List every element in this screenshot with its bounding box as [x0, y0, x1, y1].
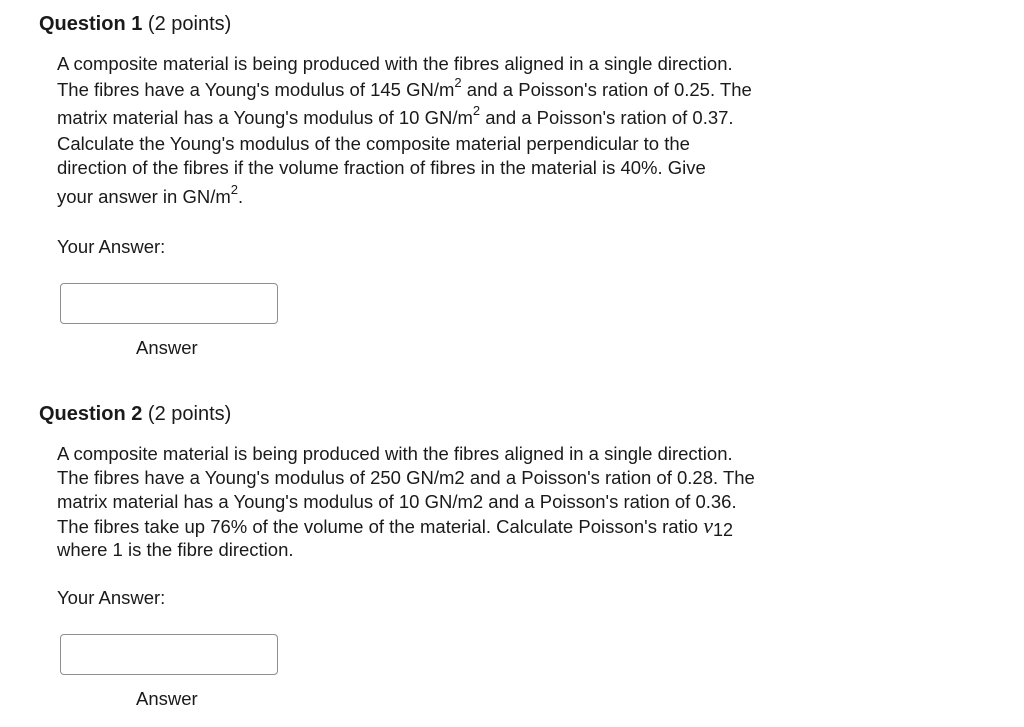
question-title: Question 1 [39, 13, 143, 35]
question-text-line: A composite material is being produced with the fibres aligned in a single direction. [57, 53, 733, 74]
question-points: (2 points) [147, 13, 232, 35]
your-answer-label: Your Answer: [57, 236, 166, 257]
question-text-line: direction of the fibres if the volume fraction of fibres in the material is 40%. Give [57, 157, 706, 178]
question-text-line: The fibres have a Young's modulus of 145 $GN/m^2$ and a Poisson's ration of 0.25. The [57, 74, 752, 100]
question-header [39, 12, 231, 36]
question-title: Question 2 [39, 403, 143, 425]
question-text-line: matrix material has a Young's modulus of 10 GN/m2 and a Poisson's ration of 0.36. [57, 491, 737, 512]
question-points: (2 points) [147, 403, 232, 425]
question-text-line: your answer in $GN/m^2$. [57, 181, 244, 207]
answer-input[interactable] [60, 283, 278, 324]
answer-field-label: Answer [136, 688, 198, 709]
poisson-ratio-symbol: ν [703, 513, 713, 538]
question-text [57, 442, 857, 562]
question-text-line: The fibres take up 76% of the volume of the material. Calculate Poisson's ratio ν12 [57, 513, 734, 540]
question-text-line: The fibres have a Young's modulus of 250 GN/m2 and a Poisson's ration of 0.28. The [57, 467, 755, 488]
question-text-line: where 1 is the fibre direction. [57, 539, 294, 560]
answer-input[interactable] [60, 634, 278, 675]
question-text-line: matrix material has a Young's modulus of 10 $GN/m^2$ and a Poisson's ration of 0.37. [57, 102, 734, 128]
question-text [57, 52, 857, 210]
question-header [39, 402, 231, 426]
question-text-line: Calculate the Young's modulus of the composite material perpendicular to the [57, 133, 690, 154]
answer-field-label: Answer [136, 337, 198, 358]
your-answer-label: Your Answer: [57, 587, 166, 608]
question-text-line: A composite material is being produced with the fibres aligned in a single direction. [57, 443, 733, 464]
